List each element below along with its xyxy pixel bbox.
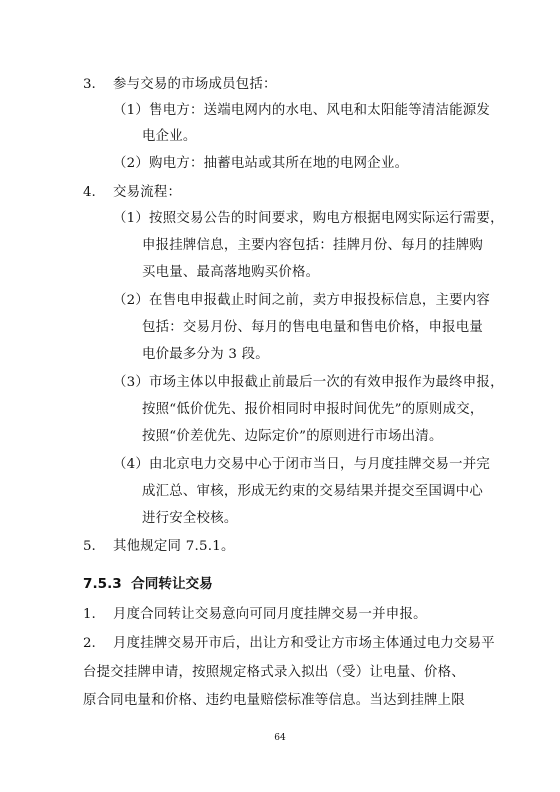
sub-item-text: （1）售电方：送端电网内的水电、风电和太阳能等清洁能源发 xyxy=(113,103,491,118)
item-text: 交易流程： xyxy=(113,185,182,200)
item-number: 3. xyxy=(83,77,96,92)
sub-item-text: 按照“低价优先、报价相同时申报时间优先”的原则成交， xyxy=(142,402,484,417)
sub-item-text: （2）在售电申报截止时间之前，卖方申报投标信息，主要内容 xyxy=(113,293,491,308)
sub-item-text: 进行安全校核。 xyxy=(142,511,238,526)
sub-item-text: （2）购电方：抽蓄电站或其所在地的电网企业。 xyxy=(113,156,409,171)
item-text: 月度合同转让交易意向可同月度挂牌交易一并申报。 xyxy=(113,607,427,622)
page-number: 64 xyxy=(274,733,286,743)
sub-item-text: 按照“价差优先、边际定价”的原则进行市场出清。 xyxy=(142,429,443,444)
item-number: 4. xyxy=(83,185,96,200)
item-text: 台提交挂牌申请，按照规定格式录入拟出（受）让电量、价格、 xyxy=(83,665,465,680)
section-heading: 7.5.3 合同转让交易 xyxy=(83,576,213,592)
sub-item-text: 电企业。 xyxy=(142,129,197,144)
sub-item-text: （4）由北京电力交易中心于闭市当日，与月度挂牌交易一并完 xyxy=(113,457,491,472)
sub-item-text: （1）按照交易公告的时间要求，购电方根据电网实际运行需要， xyxy=(113,211,504,226)
sub-item-text: 成汇总、审核，形成无约束的交易结果并提交至国调中心 xyxy=(142,484,484,499)
item-text: 原合同电量和价格、违约电量赔偿标准等信息。当达到挂牌上限 xyxy=(83,693,465,708)
item-number: 1. xyxy=(83,607,96,622)
sub-item-text: 申报挂牌信息，主要内容包括：挂牌月份、每月的挂牌购 xyxy=(142,238,484,253)
sub-item-text: 电价最多分为 3 段。 xyxy=(142,347,269,362)
sub-item-text: 买电量、最高落地购买价格。 xyxy=(142,265,320,280)
item-number: 2. xyxy=(83,636,96,651)
item-number: 5. xyxy=(83,539,96,554)
item-text: 月度挂牌交易开市后，出让方和受让方市场主体通过电力交易平 xyxy=(113,636,495,651)
item-text: 其他规定同 7.5.1。 xyxy=(113,539,235,554)
item-text: 参与交易的市场成员包括： xyxy=(113,77,277,92)
sub-item-text: （3）市场主体以申报截止前最后一次的有效申报作为最终申报， xyxy=(113,375,504,390)
sub-item-text: 包括：交易月份、每月的售电电量和售电价格，申报电量 xyxy=(142,320,484,335)
